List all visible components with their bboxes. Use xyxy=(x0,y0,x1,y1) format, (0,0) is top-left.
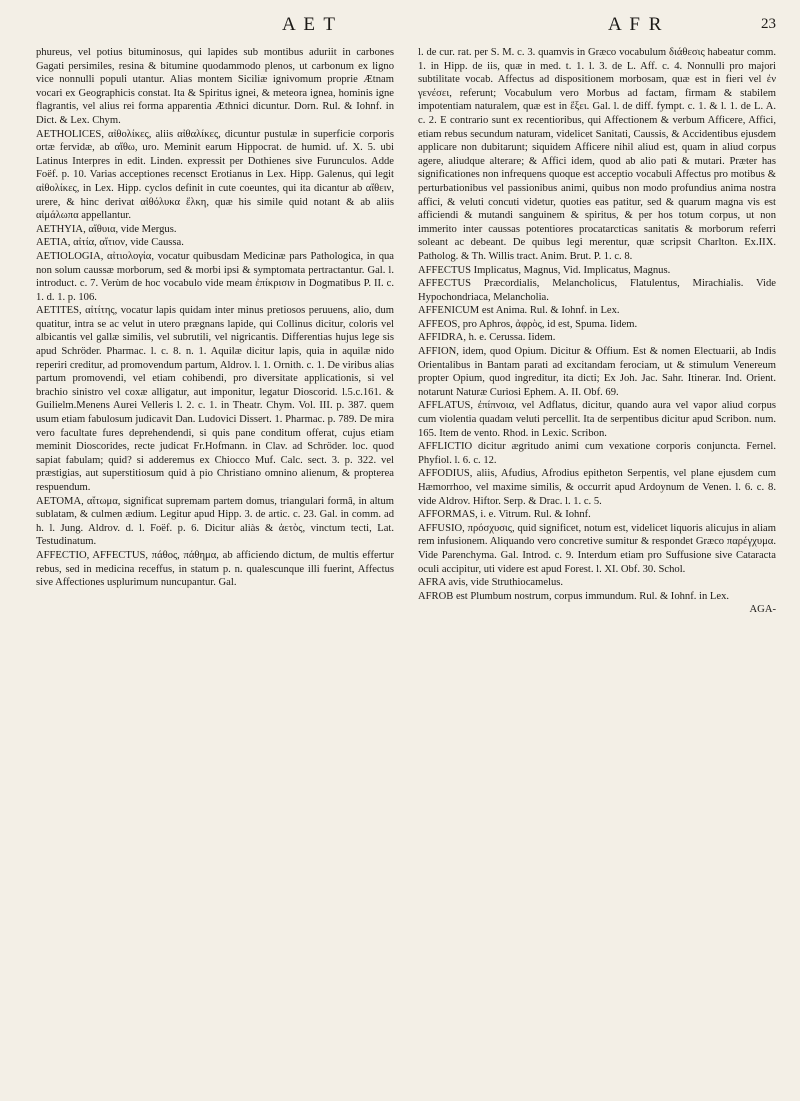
entry-affectus-implicatus: AFFECTUS Implicatus, Magnus, Vid. Implicatus, Magnus. xyxy=(418,264,671,276)
entry-afformas: AFFORMAS, i. e. Vitrum. Rul. & Iohnf. xyxy=(418,509,591,521)
entry-affectio: AFFECTIO, AFFECTUS, πάθος, πάθημα, ab afficiendo dictum, de multis effertur rebus, sed in medicina receffus, in statum p. n. qualescunque illi fuerint, Affectus sive Affectiones usplurimum nuncupantur. Gal. xyxy=(36,549,394,589)
entry-aetiologia: AETIOLOGIA, αἰτιολογία, vocatur quibusdam Medicinæ pars Pathologica, in qua non solum caussæ morborum, sed & morbi ipsi & symptomata pertractantur. Gal. l. introduct. c. 7. Verùm de hoc vocabulo vide meam ἐπίκρισιν in Dogmatibus P. II. c. 1. d. 1. p. 106. xyxy=(36,250,394,303)
entry-paragraph: phureus, vel potius bituminosus, qui lapides sub montibus aduriit in carbones Gagati persimiles, resina & bitumine quodammodo plenos, ut carbonum ex ligno vice nonnulli populi utantur. Alias montem Siciliæ ignivomum proprie Ætnam vocari ex Geographicis constat. Ita & Spiritus ignei, & meteora ignea, hominis igne flagrantis, vel alius rei forma apparentia Æthnici dicuntur. Dorn. Rul. & Iohnf. in Dict. & Lex. Chym. xyxy=(36,47,394,126)
catchword: AGA- xyxy=(749,604,776,616)
entry-afrob: AFROB est Plumbum nostrum, corpus immundum. Rul. & Iohnf. in Lex. xyxy=(418,590,730,602)
running-head-left: A E T xyxy=(282,14,338,35)
entry-affectus-praecordialis: AFFECTUS Præcordialis, Melancholicus, Flatulentus, Mirachialis. Vide Hypochondriaca, Melancholia. xyxy=(418,278,776,303)
entry-aethyia: AETHYIA, αἴθυια, vide Mergus. xyxy=(36,223,177,235)
entry-aetites: AETITES, αἰτίτης, vocatur lapis quidam inter minus pretiosos peruuens, alio, dum quatitur, intra se ac velut in utero prægnans lapide, qui Collinus dicitur, coloris vel albicantis vel gallæ similis, vel subrutili, vel nigricantis. Differentias hujus lege sis apud Schröder. Pharmac. l. c. 8. n. 1. Aquilæ dicitur lapis, quia in aquilæ nido reperiri creditur, ad promovendum partum, Aldrov. l. 1. Ornith. c. 1. De viribus alias partum promovendi, vel etiam cohibendi, pro diversitate applicationis, si vel brachio sinistro vel coxæ alligatur, aut imponitur, legatur Dioscorid. l.5.c.161. & Guilielm.Menens Aurei Velleris l. 2. c. 1. in Theatr. Chym. Vol. III. p. 387. quem usum etiam fabulosum judicavit Dan. Ludovici Dissert. 1. Pharmac. p. 789. De mira vero facultate fures deprehendendi, si quis pane conditum offerat, cujus etiam meminit Dioscorides, recte judicat Fr.Hofmann. in Clav. ad Schröder. loc. quod sapiat fabulam; quid? si adderemus ex Chiocco Muf. Calc. sect. 3. p. 322. vel præstigias, aut superstitiosum quid à pio Christiano omnino alienum, & propterea respuendum. xyxy=(36,305,394,493)
running-head xyxy=(36,14,778,40)
page-number: 23 xyxy=(761,16,776,32)
entry-affenicum: AFFENICUM est Anima. Rul. & Iohnf. in Lex. xyxy=(418,305,620,317)
entry-affidra: AFFIDRA, h. e. Cerussa. Iidem. xyxy=(418,332,556,344)
entry-affion: AFFION, idem, quod Opium. Dicitur & Offium. Est & nomen Electuarii, ab Indis Orientalibus in Bantam parati ad excitandam ferociam, ut & stimulum Venereum propter Opium, quod ingreditur, ita dicti; Ex Joh. Jac. Sahr. Itinerar. Ind. Orient. notarunt Naturæ Curiosi Ephem. A. II. Obf. 69. xyxy=(418,346,776,398)
entry-affodius: AFFODIUS, aliis, Afudius, Afrodius epitheton Serpentis, vel plane ejusdem cum Hæmorrhoo, vel maxime similis, & occurrit apud Ardoynum de Venen. l. 6. c. 8. vide Aldrov. Hiftor. Serp. & Drac. l. 1. c. 5. xyxy=(418,468,776,507)
entry-aetoma: AETOMA, αἴτωμα, significat supremam partem domus, triangulari formâ, in altum sublatam, & culmen ædium. Legitur apud Hipp. 3. de artic. c. 23. Gal. in comm. ad h. l. Jung. Aldrov. d. l. Foëf. p. 6. Dicitur aliàs & ἀετὸς, vinctum tecti, Lat. Testudinatum. xyxy=(36,495,394,548)
entry-paragraph: l. de cur. rat. per S. M. c. 3. quamvis in Græco vocabulum διάθεσις habeatur comm. 1. in Hipp. de iis, quæ in med. t. 1. l. 3. de L. Aff. c. 4. Nonnulli pro majori subtilitate vocab. Affectus ad dispositionem morbosam, quæ est in fieri vel ἐν γενέσει, referunt; Vocabulum vero Morbus ad factam, firmam & stabilem impotentiam naturalem, quæ est in ἕξει. Gal. l. de diff. fympt. c. 1. & l. 1. de L. A. c. 2. E contrario sunt ex recentioribus, qui Affectionem & verbum Afficere, Affici, etiam rebus secundum naturam, videlicet Sanitati, Caussis, & Accidentibus ejusdem applicare non dubitarunt; siquidem Afficere nihil aliud est, quam in aliud corpus agere, aliudque alterare; & Affici idem, quod ab alio pati & mutari. Præter has significationes non infrequens quoque est acceptio vocabuli Affectus pro motibus & perturbationibus vel passionibus animi, quibus non modo profundius anima nostra affici, & veluti concuti videtur, quoties eas patitur, sed & quarum magna vis est afficiendi & mutandi sanguinem & spiritus, & per hos totum corpus, ut non immerito inter caussas potentiores procatarcticas sanitatis & morborum referri soleant ac debeant. De quibus legi merentur, quæ scripsit Charlton. Ex.IIX. Patholog. & Th. Willis tract. Anim. Brut. P. 1. c. 8. xyxy=(418,47,776,262)
entry-aetia: AETIA, αἰτία, αἴτιον, vide Caussa. xyxy=(36,237,184,249)
entry-afflictio: AFFLICTIO dicitur ægritudo animi cum vexatione corporis conjuncta. Fernel. Phyfiol. l. 6. c. 12. xyxy=(418,441,776,466)
entry-aetholices: AETHOLICES, αἰθολίκες, aliis αἰθαλίκες, dicuntur pustulæ in superficie corporis ortæ fervidæ, ab αἴθω, uro. Meminit earum Hippocrat. de humid. uf. X. 5. ubi Latinus Interpres in edit. Linden. expressit per Dothienes sive Furunculos. Adde Foëf. p. 10. Varias acceptiones recensct Erotianus in Lex. Hipp. Galenus, qui legit αἰθολίκες, in Lex. Hipp. cyclos definit in cute coeuntes, qui ita dicantur ab αἴθειν, urere, & hinc derivat αἰθόλυκα ἕλκη, quæ his simile quid notant & ab aliis αἰμάλωπα appellantur. xyxy=(36,128,394,222)
right-column xyxy=(418,46,776,617)
entry-affeos: AFFEOS, pro Aphros, ἀφρὸς, id est, Spuma. Iidem. xyxy=(418,318,638,330)
left-column xyxy=(36,46,394,617)
running-head-right: A F R xyxy=(608,14,664,35)
entry-affusio: AFFUSIO, πρόσχυσις, quid significet, notum est, videlicet liquoris alicujus in aliam rem infusionem. Aliquando vero concretive sumitur & respondet Græco παρέγχυμα. Vide Parenchyma. Gal. Introd. c. 9. Interdum etiam pro Suffusione sive Cataracta oculi accipitur, uti videre est apud Forest. l. XI. Obf. 30. Schol. xyxy=(418,522,776,575)
entry-afflatus: AFFLATUS, ἐπίπνοια, vel Adflatus, dicitur, quando aura vel vapor aliud corpus cum violentia quadam veluti percellit. Ita de serpentibus dicitur apud Scribon. num. 165. Item de vento. Rhod. in Lexic. Scribon. xyxy=(418,400,776,439)
entry-afra: AFRA avis, vide Struthiocamelus. xyxy=(418,577,564,589)
